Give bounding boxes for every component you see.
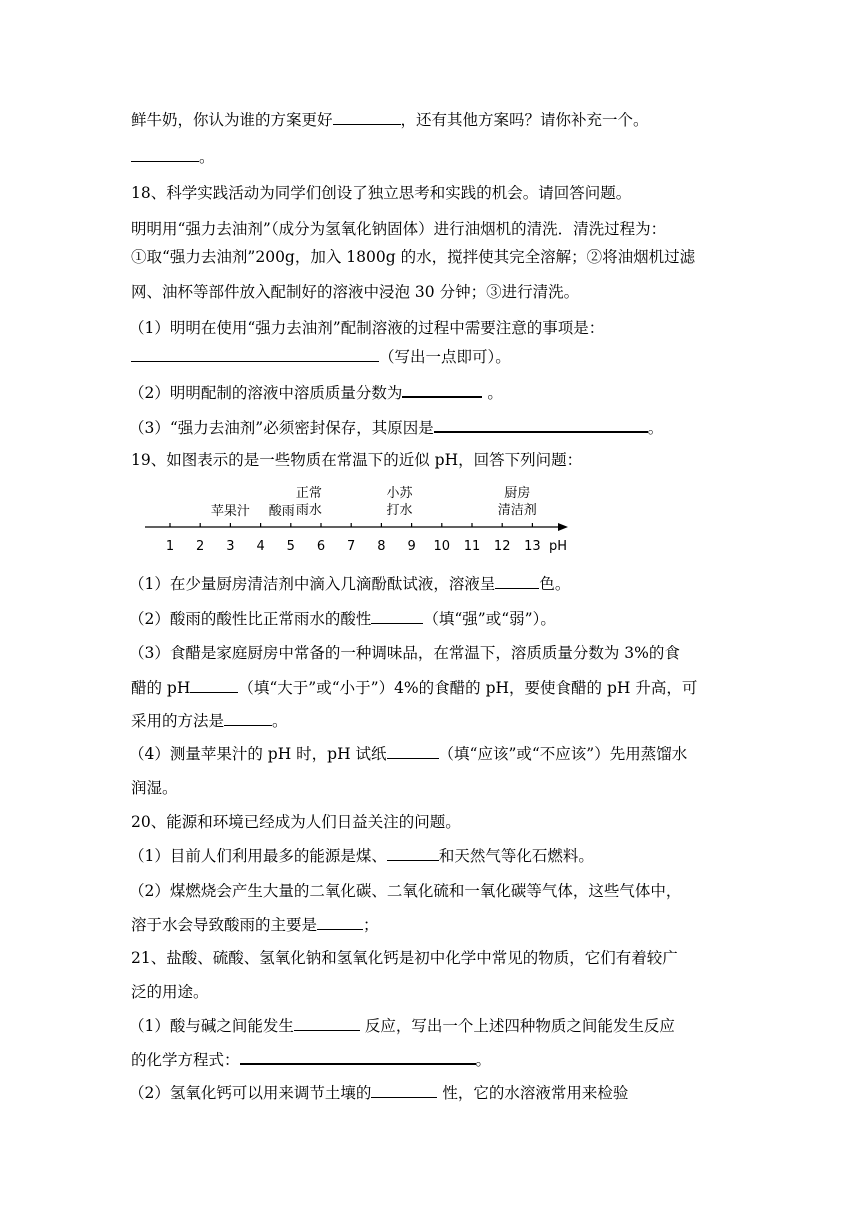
q20-part-2-line-1: （2）煤燃烧会产生大量的二氧化碳、二氧化硫和一氧化碳等气体，这些气体中， xyxy=(129,882,682,900)
q19-part-3b-end: （填“大于”或“小于”）4%的食醋的 pH，要使食醋的 pH 升高，可 xyxy=(238,679,698,697)
answer-blank[interactable] xyxy=(371,1083,437,1098)
ph-tick-label: 7 xyxy=(347,539,356,554)
q18-intro-line-3: 网、油杯等部件放入配制好的溶液中浸泡 30 分钟；③进行清洗。 xyxy=(131,283,580,301)
answer-blank[interactable] xyxy=(387,846,439,861)
answer-blank[interactable] xyxy=(434,417,648,433)
ph-substance-label: 苹果汁 xyxy=(210,504,250,519)
q20-part-1-text: （1）目前人们利用最多的能源是煤、 xyxy=(129,847,387,865)
q19-part-2 xyxy=(129,609,556,629)
q20-part-2b-text: 溶于水会导致酸雨的主要是 xyxy=(131,916,318,934)
answer-blank[interactable] xyxy=(190,678,238,693)
ph-substance-label: 正常雨水 xyxy=(295,486,322,518)
ph-tick-label: 10 xyxy=(433,539,451,554)
q19-part-3-line-1: （3）食醋是家庭厨房中常备的一种调味品，在常温下，溶质质量分数为 3%的食 xyxy=(129,644,680,662)
answer-blank[interactable] xyxy=(224,711,272,726)
q18-part-3 xyxy=(129,417,663,438)
q19-part-1-end: 色。 xyxy=(539,575,571,593)
ph-substance-label: 小苏打水 xyxy=(386,486,413,518)
answer-blank[interactable] xyxy=(131,347,379,362)
ph-number-line-figure xyxy=(140,482,580,556)
q17-text-b: ，还有其他方案吗？请你补充一个。 xyxy=(400,111,649,129)
q18-intro-line-1: 明明用“强力去油剂”（成分为氢氧化钠固体）进行油烟机的清洗．清洗过程为： xyxy=(131,220,667,238)
ph-tick-group xyxy=(166,523,541,554)
q19-part-4a-end: （填“应该”或“不应该”）先用蒸馏水 xyxy=(438,745,688,763)
q18-part-1: （1）明明在使用“强力去油剂”配制溶液的过程中需要注意的事项是： xyxy=(129,319,605,337)
q19-part-2-text: （2）酸雨的酸性比正常雨水的酸性 xyxy=(129,610,372,628)
q19-part-4-line-2: 润湿。 xyxy=(131,779,178,797)
q19-title: 19、如图表示的是一些物质在常温下的近似 pH，回答下列问题： xyxy=(131,451,583,469)
q21-title-line-2: 泛的用途。 xyxy=(131,983,209,1001)
q21-part-1-line-1 xyxy=(129,1016,675,1036)
q19-part-3c-text: 采用的方法是 xyxy=(131,712,225,730)
q20-title: 20、能源和环境已经成为人们日益关注的问题。 xyxy=(131,813,461,831)
q17-text-a: 鲜牛奶，你认为谁的方案更好 xyxy=(131,111,333,129)
q20-part-1 xyxy=(129,846,594,866)
ph-substance-label: 酸雨 xyxy=(268,504,295,519)
answer-blank[interactable] xyxy=(387,744,439,759)
q18-part-2 xyxy=(129,382,503,403)
q21-part-1a-end: 反应，写出一个上述四种物质之间能发生反应 xyxy=(364,1017,675,1035)
q18-part-1-answer xyxy=(131,347,511,367)
answer-blank[interactable] xyxy=(371,609,423,624)
answer-blank[interactable] xyxy=(294,1016,360,1031)
q17-answer-line xyxy=(131,147,215,167)
q19-part-3-line-2 xyxy=(131,678,697,698)
q17-end: 。 xyxy=(199,148,215,166)
ph-tick-label: 1 xyxy=(165,539,175,554)
q19-part-4a-text: （4）测量苹果汁的 pH 时，pH 试纸 xyxy=(129,745,387,763)
q19-part-4-line-1 xyxy=(129,744,687,764)
q20-part-2-line-2 xyxy=(131,915,379,935)
ph-axis-arrow-icon xyxy=(558,523,568,531)
ph-tick-label: 11 xyxy=(463,539,481,554)
q19-part-1 xyxy=(129,574,570,594)
ph-axis-label: pH xyxy=(549,539,568,554)
q19-part-1-text: （1）在少量厨房清洁剂中滴入几滴酚酞试液，溶液呈 xyxy=(129,575,496,593)
answer-blank[interactable] xyxy=(317,915,363,930)
q21-title-line-1: 21、盐酸、硫酸、氢氧化钠和氢氧化钙是初中化学中常见的物质，它们有着较广 xyxy=(131,949,678,967)
ph-tick-label: 9 xyxy=(407,539,416,554)
q21-part-2 xyxy=(129,1083,628,1103)
ph-tick-label: 2 xyxy=(196,539,205,554)
q21-part-2-text: （2）氢氧化钙可以用来调节土壤的 xyxy=(129,1084,372,1102)
answer-blank[interactable] xyxy=(402,382,482,398)
q21-part-1b-text: 的化学方程式： xyxy=(131,1051,240,1069)
q19-part-3-line-3 xyxy=(131,711,288,731)
ph-label-group xyxy=(211,485,537,519)
answer-blank[interactable] xyxy=(131,147,199,162)
q18-intro-line-2: ①取“强力去油剂”200g，加入 1800g 的水，搅拌使其完全溶解；②将油烟机过滤 xyxy=(131,248,696,266)
answer-blank[interactable] xyxy=(333,110,401,125)
answer-blank[interactable] xyxy=(240,1049,476,1065)
q18-part-1-end: （写出一点即可）。 xyxy=(379,348,511,366)
ph-tick-label: 8 xyxy=(377,539,386,554)
q18-part-2-end: 。 xyxy=(487,384,503,402)
q19-part-3b-text: 醋的 pH xyxy=(131,679,191,697)
ph-tick-label: 4 xyxy=(256,539,265,554)
q18-title: 18、科学实践活动为同学们创设了独立思考和实践的机会。请回答问题。 xyxy=(131,184,632,202)
q19-part-3c-end: 。 xyxy=(272,712,288,730)
q18-part-3-end: 。 xyxy=(647,419,664,437)
q21-part-2-end: 性，它的水溶液常用来检验 xyxy=(442,1084,629,1102)
ph-substance-label: 厨房清洁剂 xyxy=(497,486,537,518)
q21-part-1b-end: 。 xyxy=(475,1051,492,1069)
q18-part-3-text: （3）“强力去油剂”必须密封保存，其原因是 xyxy=(129,419,434,437)
ph-tick-label: 5 xyxy=(286,539,295,554)
q18-part-2-text: （2）明明配制的溶液中溶质质量分数为 xyxy=(129,384,403,402)
ph-tick-label: 13 xyxy=(524,539,541,554)
answer-blank[interactable] xyxy=(495,574,539,589)
ph-tick-label: 3 xyxy=(226,539,235,554)
q20-part-2b-end: ； xyxy=(363,916,379,934)
ph-tick-label: 6 xyxy=(316,539,326,554)
q21-part-1a-text: （1）酸与碱之间能发生 xyxy=(129,1017,294,1035)
q19-part-2-end: （填“强”或“弱”）。 xyxy=(423,610,556,628)
q17-continuation xyxy=(131,110,649,130)
q20-part-1-end: 和天然气等化石燃料。 xyxy=(438,847,594,865)
q21-part-1-line-2 xyxy=(131,1049,491,1070)
ph-tick-label: 12 xyxy=(493,539,511,554)
